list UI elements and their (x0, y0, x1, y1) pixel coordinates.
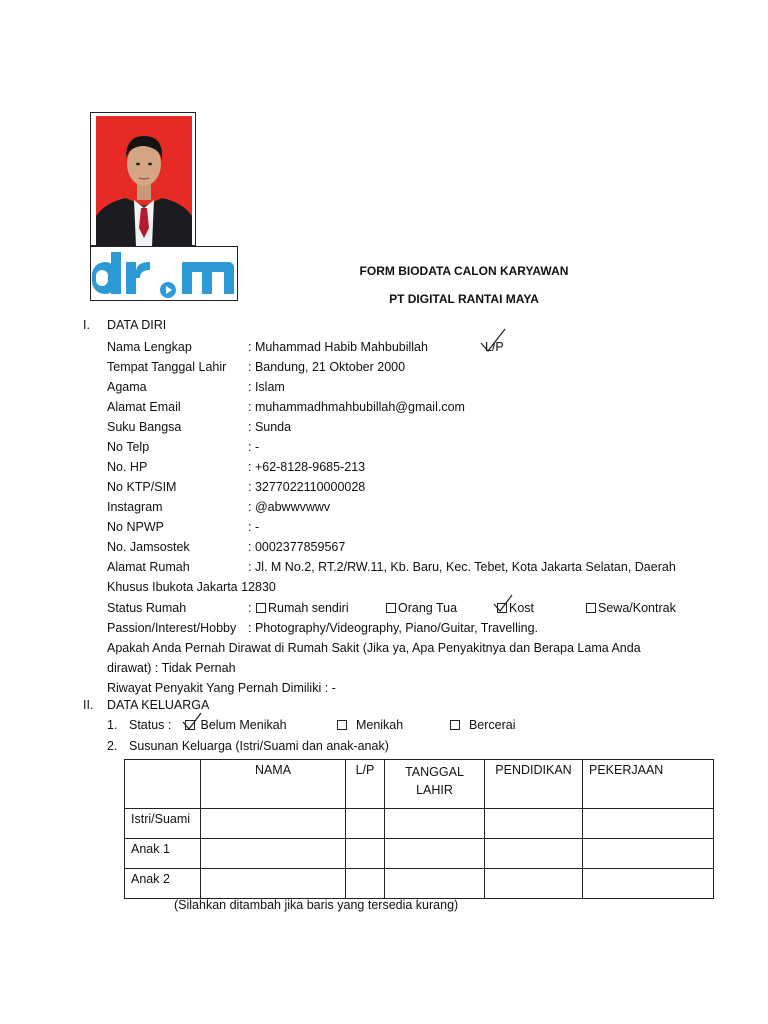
field-value: : Photography/Videography, Piano/Guitar, Travelling. (248, 621, 538, 635)
hospital-question: Apakah Anda Pernah Dirawat di Rumah Sakit (Jika ya, Apa Penyakitnya dan Berapa Lama Anda (107, 641, 641, 655)
field-alamat (107, 557, 727, 577)
table-cell: Istri/Suami (125, 809, 201, 839)
field-ttl (107, 357, 727, 377)
table-header: L/P (346, 760, 385, 809)
checkbox-icon (386, 603, 396, 613)
table-row (125, 839, 714, 869)
field-value: : - (248, 520, 260, 534)
table-cell[interactable] (385, 839, 485, 869)
field-label: Status Rumah (107, 601, 187, 615)
table-cell[interactable] (583, 809, 714, 839)
field-value: : Muhammad Habib Mahbubillah (248, 340, 428, 354)
field-label: Alamat Rumah (107, 560, 190, 574)
field-alamat-cont (107, 577, 727, 597)
field-value: : 3277022110000028 (248, 480, 366, 494)
family-structure-label: Susunan Keluarga (Istri/Suami dan anak-anak) (129, 739, 389, 753)
field-value: : Bandung, 21 Oktober 2000 (248, 360, 406, 374)
field-label: Alamat Email (107, 400, 181, 414)
field-email (107, 397, 727, 417)
address-continuation: Khusus Ibukota Jakarta 12830 (107, 580, 276, 594)
option-orang-tua[interactable]: Orang Tua (386, 598, 457, 618)
table-cell[interactable] (201, 869, 346, 899)
option-belum-menikah[interactable]: Belum Menikah (185, 718, 287, 732)
check-mark-icon (479, 327, 509, 357)
table-row (125, 869, 714, 899)
check-mark-icon (493, 594, 515, 616)
field-npwp (107, 517, 727, 537)
table-cell[interactable] (583, 869, 714, 899)
table-cell[interactable] (385, 869, 485, 899)
table-cell[interactable] (346, 809, 385, 839)
checkbox-icon (450, 720, 460, 730)
colon: : (248, 601, 252, 615)
table-cell: Anak 2 (125, 869, 201, 899)
field-nama (107, 337, 727, 357)
field-value: : - (248, 440, 260, 454)
section1-number: I. (83, 318, 90, 332)
section2-number: II. (83, 698, 94, 712)
option-rumah-sendiri[interactable]: Rumah sendiri (256, 598, 349, 618)
field-label: No. Jamsostek (107, 540, 190, 554)
field-label: Agama (107, 380, 147, 394)
section1-title: DATA DIRI (107, 318, 167, 332)
family-table (124, 759, 714, 899)
applicant-photo (96, 116, 192, 246)
table-cell[interactable] (346, 869, 385, 899)
field-telp (107, 437, 727, 457)
hospital-answer: dirawat) : Tidak Pernah (107, 661, 236, 675)
field-value: : +62-8128-9685-213 (248, 460, 366, 474)
form-title: FORM BIODATA CALON KARYAWAN (359, 264, 569, 278)
field-label: Nama Lengkap (107, 340, 192, 354)
table-note: (Silahkan ditambah jika baris yang tersedia kurang) (174, 898, 459, 912)
table-header (125, 760, 201, 809)
field-label: Tempat Tanggal Lahir (107, 360, 227, 374)
option-bercerai[interactable]: Bercerai (450, 718, 516, 732)
field-value: : @abwwvwwv (248, 500, 331, 514)
field-value: : 0002377859567 (248, 540, 346, 554)
table-cell[interactable] (385, 809, 485, 839)
table-cell[interactable] (201, 809, 346, 839)
item2-number: 2. (107, 739, 118, 753)
check-mark-icon (182, 712, 204, 734)
option-sewa-kontrak[interactable]: Sewa/Kontrak (586, 598, 676, 618)
checkbox-icon (256, 603, 266, 613)
table-header: PENDIDIKAN (485, 760, 583, 809)
field-label: Instagram (107, 500, 163, 514)
field-status-rumah (107, 598, 727, 618)
field-agama (107, 377, 727, 397)
item1-number: 1. (107, 718, 118, 732)
option-kost[interactable]: Kost (497, 598, 534, 618)
field-label: No Telp (107, 440, 150, 454)
checkbox-icon (337, 720, 347, 730)
table-cell: Anak 1 (125, 839, 201, 869)
table-header: NAMA (201, 760, 346, 809)
table-header: PEKERJAAN (583, 760, 714, 809)
table-cell[interactable] (485, 839, 583, 869)
field-instagram (107, 497, 727, 517)
field-value: : Jl. M No.2, RT.2/RW.11, Kb. Baru, Kec. Tebet, Kota Jakarta Selatan, Daerah (248, 560, 676, 574)
section2-title: DATA KELUARGA (107, 698, 210, 712)
table-header: TANGGAL LAHIR (385, 760, 485, 809)
table-cell[interactable] (485, 869, 583, 899)
table-cell[interactable] (583, 839, 714, 869)
option-menikah[interactable]: Menikah (337, 718, 403, 732)
personal-data-list (107, 337, 727, 698)
field-label: Suku Bangsa (107, 420, 182, 434)
table-cell[interactable] (346, 839, 385, 869)
field-ktp (107, 477, 727, 497)
gender-marker: L/P (485, 340, 504, 354)
table-header-row (125, 760, 714, 809)
checkbox-icon (586, 603, 596, 613)
field-label: No. HP (107, 460, 148, 474)
field-value: : Islam (248, 380, 285, 394)
disease-history: Riwayat Penyakit Yang Pernah Dimiliki : - (107, 681, 336, 695)
field-label: No KTP/SIM (107, 480, 177, 494)
field-jamsostek (107, 537, 727, 557)
field-label: Passion/Interest/Hobby (107, 621, 237, 635)
table-row (125, 809, 714, 839)
field-value: : muhammadhmahbubillah@gmail.com (248, 400, 465, 414)
field-passion (107, 618, 727, 638)
status-label: Status : (129, 718, 172, 732)
field-label: No NPWP (107, 520, 164, 534)
field-hp (107, 457, 727, 477)
company-name: PT DIGITAL RANTAI MAYA (389, 292, 539, 306)
field-value: : Sunda (248, 420, 292, 434)
table-cell[interactable] (201, 839, 346, 869)
field-suku (107, 417, 727, 437)
table-cell[interactable] (485, 809, 583, 839)
